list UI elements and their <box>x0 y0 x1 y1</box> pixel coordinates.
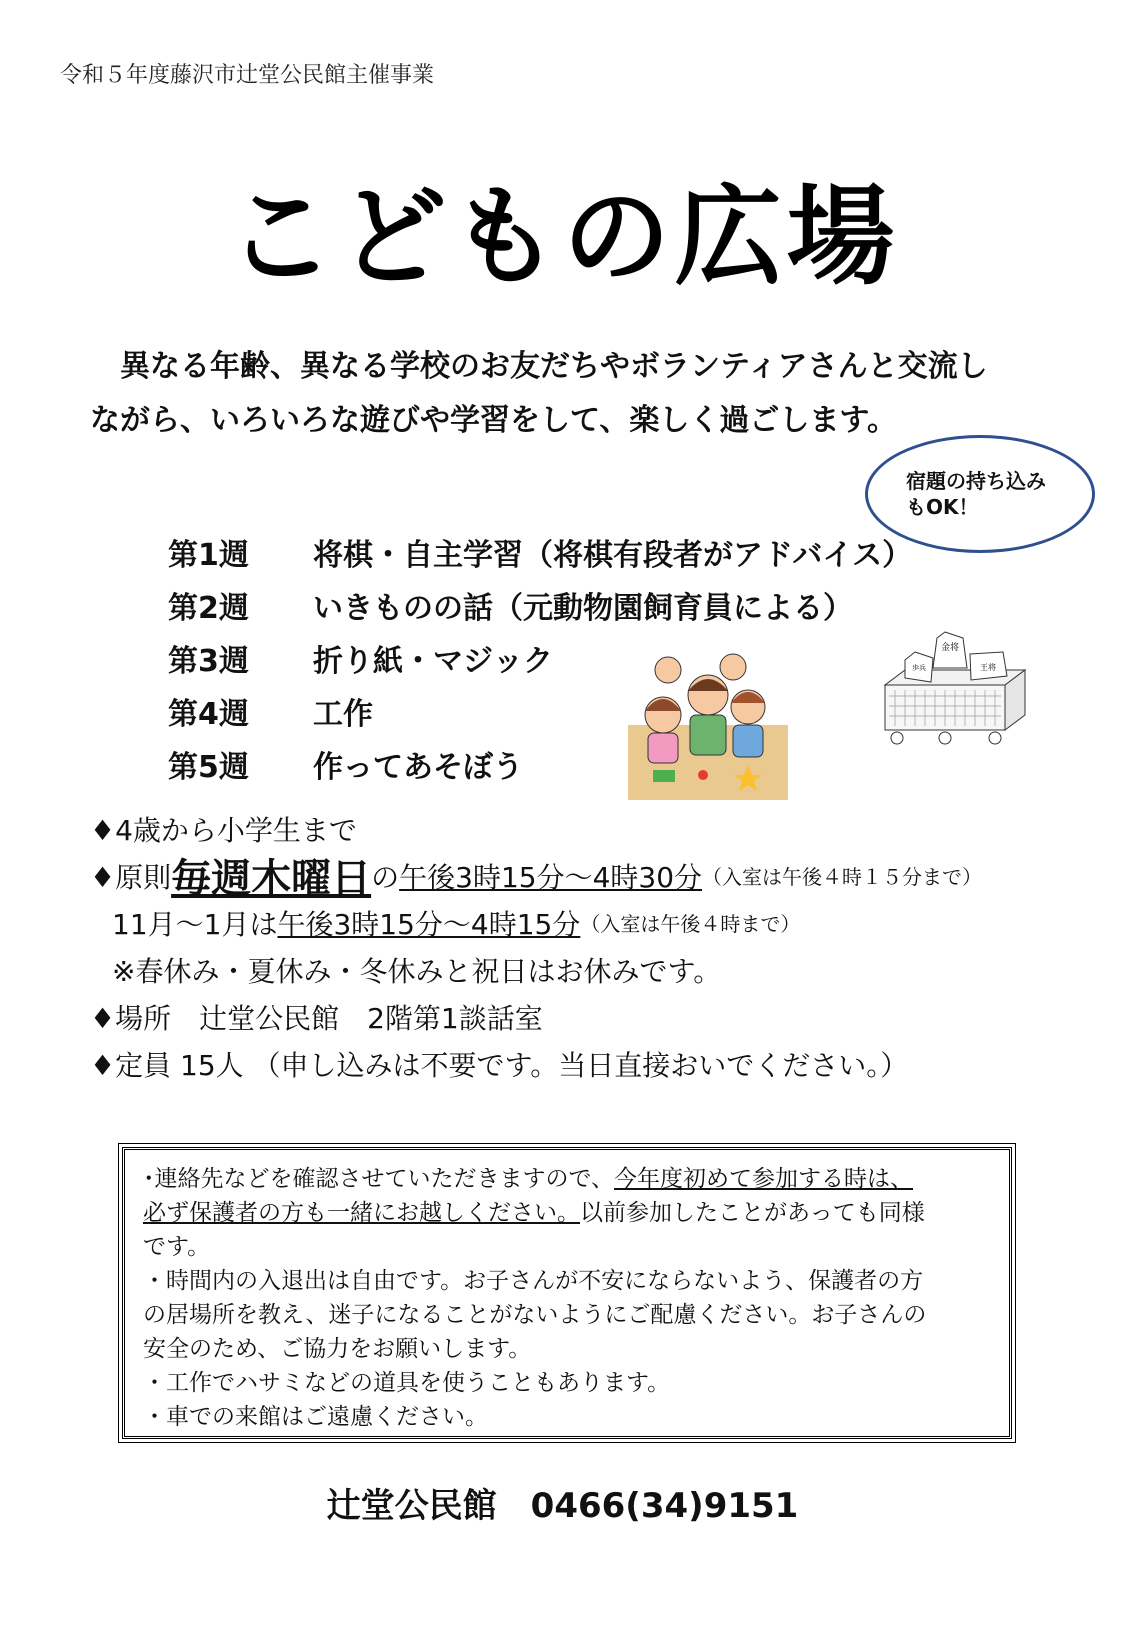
time-entry-note: （入室は午後４時１５分まで） <box>702 865 983 889</box>
schedule-week: 第5週 <box>168 749 249 785</box>
sponsor-line: 令和５年度藤沢市辻堂公民館主催事業 <box>60 63 435 88</box>
info-time <box>90 852 983 902</box>
winter-entry-note: （入室は午後４時まで） <box>580 912 801 936</box>
bubble-line-2: もOK！ <box>906 495 979 519</box>
schedule-row <box>168 631 912 684</box>
time-particle: の <box>371 860 400 894</box>
bubble-line-1: 宿題の持ち込み <box>906 469 1046 493</box>
intro-line-1: 異なる年齢、異なる学校のお友だちやボランティアさんと交流し <box>90 349 988 384</box>
note-1-cont <box>143 1196 991 1230</box>
shogi-piece-right-label: 王将 <box>980 663 996 672</box>
note-2a: ・時間内の入退出は自由です。お子さんが不安にならないよう、保護者の方 <box>143 1268 924 1294</box>
time-weekday-emphasis: 毎週木曜日 <box>171 856 372 902</box>
info-holidays: ※春休み・夏休み・冬休みと祝日はお休みです。 <box>112 954 722 988</box>
schedule-row <box>168 578 912 631</box>
time-prefix: ♦原則 <box>90 860 172 894</box>
schedule-activity: 作ってあそぼう <box>313 749 523 785</box>
page-title: こどもの広場 <box>226 175 899 300</box>
info-capacity: ♦定員 15人 （申し込みは不要です。当日直接おいでください。） <box>90 1048 909 1082</box>
note-1-underline-a: 今年度初めて参加する時は、 <box>614 1166 914 1192</box>
schedule-week: 第1週 <box>168 537 249 573</box>
note-2c: 安全のため、ご協力をお願いします。 <box>143 1336 532 1362</box>
intro-line-2: ながら、いろいろな遊びや学習をして、楽しく過ごします。 <box>90 403 897 438</box>
note-1-underline-b: 必ず保護者の方も一緒にお越しください。 <box>143 1200 580 1226</box>
schedule-week: 第3週 <box>168 643 249 679</box>
info-winter-time <box>90 899 982 946</box>
schedule-activity: 折り紙・マジック <box>313 643 553 679</box>
kids-crafting-illustration <box>628 645 788 800</box>
schedule-row <box>168 737 912 790</box>
schedule-week: 第4週 <box>168 696 249 732</box>
schedule-row <box>168 684 912 737</box>
footer-contact: 辻堂公民館 0466(34)9151 <box>326 1486 799 1526</box>
time-range: 午後3時15分～4時30分 <box>399 860 703 894</box>
winter-prefix: 11月～1月は <box>112 907 278 941</box>
shogi-piece-left-label: 歩兵 <box>912 664 926 672</box>
schedule-activity: 将棋・自主学習（将棋有段者がアドバイス） <box>313 537 913 573</box>
note-1-text: ･連絡先などを確認させていただきますので、 <box>143 1166 615 1192</box>
note-1-end: です。 <box>143 1234 211 1260</box>
shogi-piece-top-label: 金将 <box>940 643 960 653</box>
schedule-activity: いきものの話（元動物園飼育員による） <box>313 590 853 626</box>
weekly-schedule <box>168 525 912 790</box>
note-1-post: 以前参加したことがあっても同様 <box>580 1200 925 1226</box>
note-1 <box>143 1162 991 1196</box>
schedule-week: 第2週 <box>168 590 249 626</box>
winter-range: 午後3時15分～4時15分 <box>277 907 581 941</box>
note-4: ・車での来館はご遠慮ください。 <box>143 1404 488 1430</box>
schedule-activity: 工作 <box>313 696 373 732</box>
note-2b: の居場所を教え、迷子になることがないようにご配慮ください。お子さんの <box>143 1302 927 1328</box>
notes-box <box>122 1147 1012 1439</box>
note-3: ・工作でハサミなどの道具を使うこともあります。 <box>143 1370 671 1396</box>
shogi-board-illustration <box>875 630 1035 750</box>
info-place: ♦場所 辻堂公民館 2階第1談話室 <box>90 1001 543 1035</box>
event-info <box>90 805 982 1087</box>
intro-text <box>90 340 1050 448</box>
info-age: ♦4歳から小学生まで <box>90 813 357 847</box>
schedule-row <box>168 525 912 578</box>
